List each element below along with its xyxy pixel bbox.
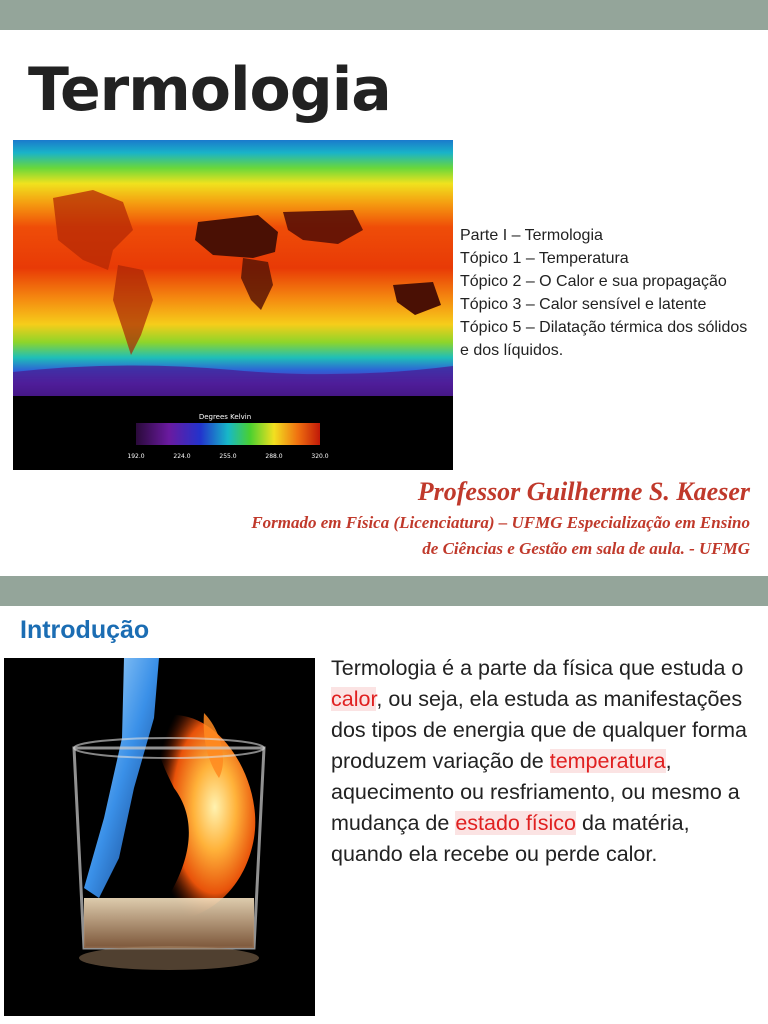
highlight-temperatura: temperatura: [549, 749, 666, 773]
map-tick: 320.0: [311, 453, 329, 460]
map-scale-label: Degrees Kelvin: [198, 413, 252, 421]
top-band: [0, 0, 768, 30]
topic-item: Parte I – Termologia: [460, 227, 603, 244]
professor-name: Professor Guilherme S. Kaeser: [417, 477, 750, 506]
topic-list: [460, 224, 760, 362]
topic-item: Tópico 1 – Temperatura: [460, 250, 629, 267]
section-title: Introdução: [20, 616, 150, 644]
map-tick: 255.0: [219, 453, 237, 460]
section-divider-band: [0, 576, 768, 606]
fire-ice-glass-image: [4, 658, 315, 1016]
map-tick: 288.0: [265, 453, 283, 460]
highlight-estado-fisico: estado físico: [455, 811, 577, 835]
intro-text-segment: , ou seja, ela estuda as manifestações dos tipos de energia que de qualquer forma produzem variação de: [331, 687, 747, 773]
intro-text-segment: Termologia é a parte da física que estuda o: [331, 656, 744, 680]
topic-item: Tópico 5 – Dilatação térmica dos sólidos e dos líquidos.: [460, 319, 748, 359]
topic-item: Tópico 2 – O Calor e sua propagação: [460, 273, 727, 290]
topic-item: Tópico 3 – Calor sensível e latente: [460, 296, 707, 313]
intro-text-segment: da matéria, quando ela recebe ou perde calor.: [331, 811, 690, 866]
intro-text-segment: , aquecimento ou resfriamento, ou mesmo a mudança de: [331, 749, 740, 835]
map-tick: 192.0: [127, 453, 145, 460]
slide-title: Termologia: [28, 55, 391, 125]
professor-credentials: Formado em Física (Licenciatura) – UFMG Especialização em Ensino de Ciências e Gestão em sala de aula. - UFMG: [251, 513, 750, 558]
highlight-calor: calor: [331, 687, 377, 711]
map-tick: 224.0: [173, 453, 191, 460]
temperature-map-image: [13, 140, 453, 470]
intro-paragraph: [331, 653, 761, 870]
